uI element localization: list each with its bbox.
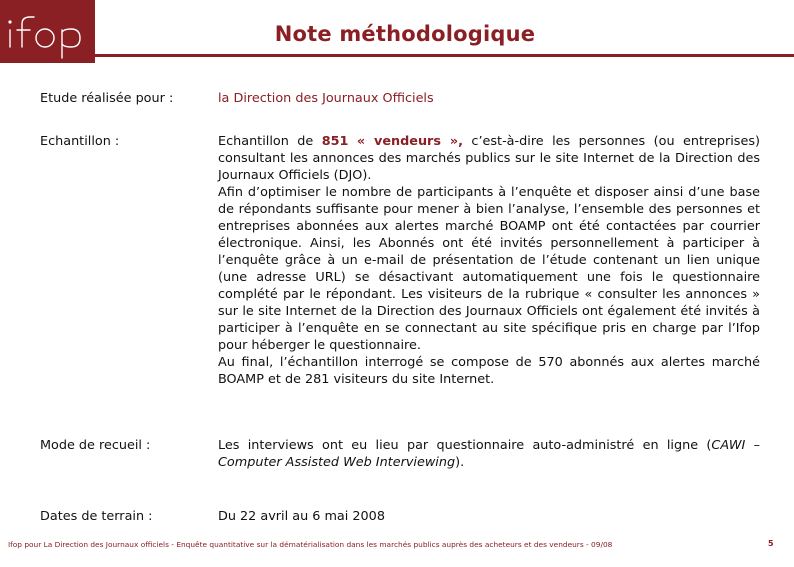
footer-text: Ifop pour La Direction des Journaux officiels - Enquête quantitative sur la dématérialisation dans les marchés publics auprès des acheteurs et des vendeurs - 09/08 <box>8 540 613 549</box>
sample-label: Echantillon : <box>40 134 120 149</box>
sample-paragraph-1 <box>218 133 760 184</box>
mode-label: Mode de recueil : <box>40 438 151 453</box>
sample-paragraph-3: Au final, l’échantillon interrogé se compose de 570 abonnés aux alertes marché BOAMP et de 281 visiteurs du site Internet. <box>218 355 760 387</box>
mode-text-end: ). <box>455 455 465 470</box>
mode-value <box>218 437 760 471</box>
client-value: la Direction des Journaux Officiels <box>218 91 434 106</box>
ifop-logo <box>0 0 95 63</box>
sample-paragraph-2: Afin d’optimiser le nombre de participants à l’enquête et disposer ainsi d’une base de répondants suffisante pour mener à bien l’analyse, l’ensemble des personnes et entreprises abonnées aux alertes marché BOAMP ont été contactées par courrier électronique. Ainsi, les Abonnés ont été invités personnellement à participer à l’enquête grâce à un e-mail de présentation de l’étude contenant un lien unique (une adresse URL) se désactivant automatiquement une fois le questionnaire complété par le répondant. Les visiteurs de la rubrique « consulter les annonces » sur le site Internet de la Direction des Journaux Officiels ont également été invités à participer à l’enquête en se connectant au site spécifique pris en charge par l’Ifop pour héberger le questionnaire. <box>218 185 760 353</box>
ifop-logo-mark <box>0 0 95 63</box>
sample-intro: Echantillon de <box>218 134 314 149</box>
dates-value: Du 22 avril au 6 mai 2008 <box>218 509 385 524</box>
sample-size: 851 <box>321 134 349 149</box>
title-divider <box>95 54 794 57</box>
sample-definition: c’est-à-dire les personnes (ou entreprises) consultant les annonces des marchés publics sur le site Internet de la Direction des Journaux Officiels (DJO). <box>218 134 760 183</box>
client-label: Etude réalisée pour : <box>40 91 174 106</box>
sample-value <box>218 133 760 388</box>
page-title: Note méthodologique <box>274 22 536 46</box>
sample-vendeurs: « vendeurs », <box>356 134 463 149</box>
dates-label: Dates de terrain : <box>40 509 153 524</box>
page-number: 5 <box>768 539 774 548</box>
mode-cawi: CAWI – Computer Assisted Web Interviewing <box>218 438 761 470</box>
mode-text: Les interviews ont eu lieu par questionnaire auto-administré en ligne ( <box>218 438 712 453</box>
